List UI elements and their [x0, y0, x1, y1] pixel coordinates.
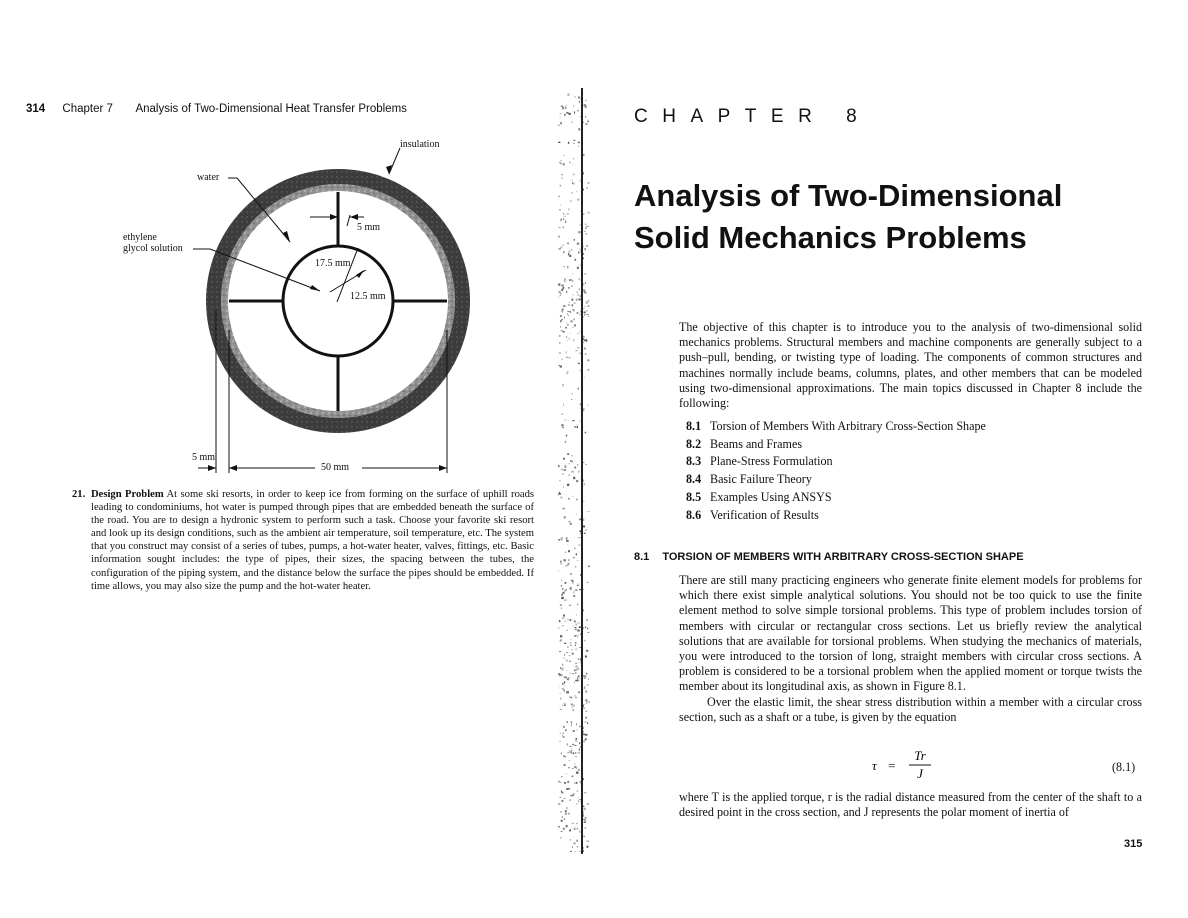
chapter-reference: Chapter 7 — [62, 103, 113, 115]
topic-item: 8.4 Basic Failure Theory — [686, 472, 812, 487]
label-12-5mm: 12.5 mm — [350, 291, 386, 302]
section-paragraph-1: There are still many practicing engineers who generate finite element models for problems for which there exist simple analytical solutions. You should not be too quick to use the finite element method to solve simple torsional problems. This type of problem includes torsion of members with circular or rectangular cross sections. Let us briefly review the analytical solutions that are available for torsional problems. When studying the mechanics of materials, you were introduced to the torsion of long, straight members with circular cross sections. A problem is considered to be a torsional problem when the applied moment or torque twists the member about its longitudinal axis, as shown in Figure 8.1. — [679, 573, 1142, 694]
equation-drawing — [870, 747, 970, 783]
label-ethylene: ethylene — [123, 232, 157, 243]
label-glycol-solution: glycol solution — [123, 243, 183, 254]
chapter-title — [634, 175, 1154, 259]
svg-text:=: = — [888, 758, 896, 773]
page-number-left: 314 — [26, 103, 46, 115]
svg-text:τ: τ — [872, 758, 877, 773]
svg-text:Tr: Tr — [914, 748, 926, 763]
equation-number: (8.1) — [1112, 760, 1136, 774]
chapter-title-line2: Solid Mechanics Problems — [634, 220, 1027, 255]
running-title: Analysis of Two-Dimensional Heat Transfer Problems — [135, 103, 407, 115]
design-problem — [72, 488, 534, 593]
section-heading — [634, 551, 1024, 563]
running-header-left — [26, 103, 407, 115]
section-number: 8.1 — [634, 551, 650, 563]
topic-item: 8.5 Examples Using ANSYS — [686, 489, 832, 504]
equation-explanation: where T is the applied torque, r is the radial distance measured from the center of the shaft to a desired point in the cross section, and J represents the polar moment of inertia of — [679, 790, 1142, 820]
label-insulation: insulation — [400, 139, 440, 150]
pipe-cross-section-figure — [100, 130, 480, 480]
equation-8-1 — [870, 747, 970, 783]
section-paragraph-2: Over the elastic limit, the shear stress distribution within a member with a circular cross section, such as a shaft or a tube, is given by the equation — [679, 694, 1142, 724]
label-water: water — [197, 172, 220, 183]
label-5mm-bottom: 5 mm — [192, 452, 216, 463]
topics-list — [686, 418, 986, 524]
book-gutter-shadow — [548, 92, 590, 852]
topic-item: 8.3 Plane-Stress Formulation — [686, 454, 833, 469]
chapter-title-line1: Analysis of Two-Dimensional — [634, 178, 1063, 213]
label-17-5mm: 17.5 mm — [315, 258, 351, 269]
page-number-right: 315 — [1124, 838, 1143, 850]
book-spine-line — [581, 88, 583, 854]
section-title: TORSION OF MEMBERS WITH ARBITRARY CROSS-SECTION SHAPE — [662, 551, 1024, 563]
topic-item: 8.1 Torsion of Members With Arbitrary Cross-Section Shape — [686, 419, 986, 433]
section-body — [679, 573, 1142, 725]
chapter-intro: The objective of this chapter is to introduce you to the analysis of two-dimensional solid mechanics problems. Structural members and machine components are generally subject to a push–pull, bending, or twisting type of loading. The components of common structures and machines normally include beams, columns, plates, and other members that can be modeled using two-dimensional approximations. The main topics discussed in Chapter 8 include the following: — [679, 320, 1142, 411]
topic-item: 8.2 Beams and Frames — [686, 436, 803, 451]
problem-title: Design Problem — [91, 489, 164, 500]
problem-number: 21. — [72, 489, 86, 500]
topic-item: 8.6 Verification of Results — [686, 507, 819, 522]
problem-text: At some ski resorts, in order to keep ice from forming on the surface of uphill roads leading to condominiums, hot water is pumped through pipes that are embedded beneath the surface of the road. You are to design a hydronic system to perform such a task. Choose your favorite ski resort and look up its design conditions, such as the ambient air temperature, soil temperature, etc. The system that you construct may consist of a series of tubes, pumps, a hot-water heater, valves, fittings, etc. Basic information sought includes: the type of pipes, their sizes, the spacing between the tubes, the configuration of the piping system, and the distance below the surface the pipes should be embedded. If time allows, you may also size the pump and the hot-water heater. — [91, 489, 534, 592]
label-50mm: 50 mm — [321, 462, 350, 473]
svg-text:J: J — [917, 766, 923, 781]
pipe-cross-section-drawing — [100, 130, 480, 480]
chapter-label: CHAPTER 8 — [634, 106, 872, 127]
label-5mm-top: 5 mm — [357, 222, 381, 233]
